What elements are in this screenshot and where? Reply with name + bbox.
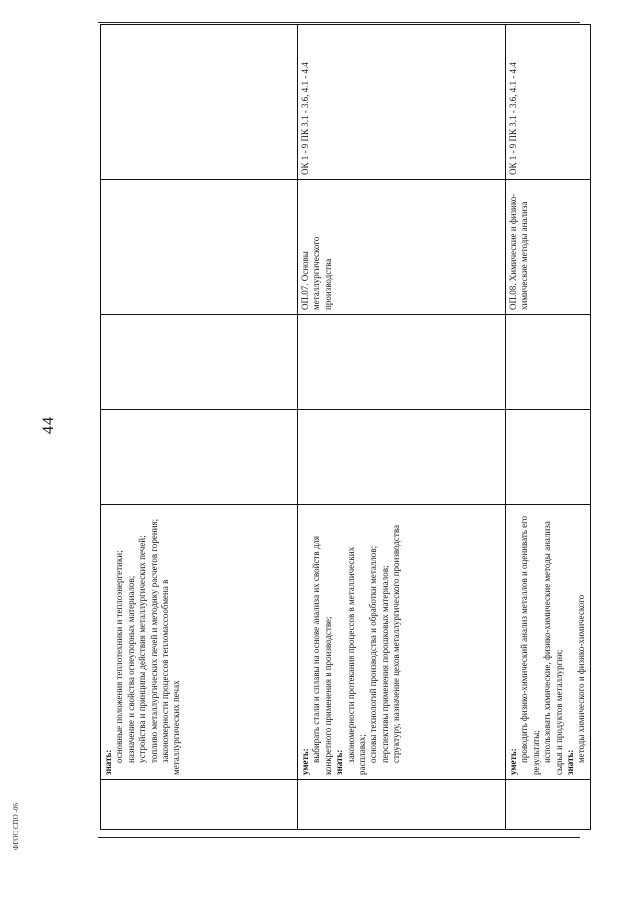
requirement-item: устройства и принципы действия металлургических печей; <box>137 535 148 763</box>
table-row <box>101 25 298 830</box>
requirement-item: выбирать стали и сплавы на основе анализа их свойств для конкретного применения в производстве; <box>311 535 333 775</box>
requirement-label: знать: <box>565 749 576 775</box>
requirement-label: знать: <box>334 749 345 775</box>
competency-codes: ОК 1 - 9 ПК 3.1 - 3.6, 4.1 - 4.4 <box>300 62 310 175</box>
requirement-item: структуру, назначение цехов металлургического производства <box>391 525 402 763</box>
competency-cell <box>506 25 591 180</box>
discipline-cell <box>506 180 591 315</box>
hours-cell <box>298 315 506 410</box>
requirement-item: топливо металлургических печей и методику расчетов горения; <box>148 518 159 763</box>
competency-codes: ОК 1 - 9 ПК 3.1 - 3.6, 4.1 - 4.4 <box>508 62 518 175</box>
page-number: 44 <box>40 416 57 434</box>
discipline-name: ОП.07. Основы металлургического производства <box>300 236 333 310</box>
competency-cell <box>298 25 506 180</box>
requirement-label: уметь: <box>508 748 518 775</box>
requirement-item: проводить физико-химический анализ металлов и оценивать его результаты; <box>519 515 541 775</box>
hours-cell <box>506 315 591 410</box>
discipline-name: ОП.08. Химические и физико-химические методы анализа <box>508 193 530 310</box>
requirement-item: основы технологий производства и обработки металлов; <box>368 545 379 763</box>
footer-mark: ФГОС СПО -06 <box>12 803 20 850</box>
table-row <box>298 25 506 830</box>
requirements-cell <box>101 505 298 780</box>
hours-cell <box>101 410 298 505</box>
requirement-item: закономерности протекания процессов в металлических расплавах; <box>345 546 368 775</box>
requirement-item: использовать химические, физико-химические методы анализа сырья и продуктов металлургии; <box>542 521 564 775</box>
competency-cell <box>101 25 298 180</box>
requirements-cell <box>506 505 591 780</box>
requirement-item: перспективы применения порошковых материалов; <box>379 565 390 763</box>
requirement-item: назначение и свойства огнеупорных материалов; <box>125 575 136 763</box>
requirements-cell <box>298 505 506 780</box>
requirement-label: уметь: <box>300 748 310 775</box>
discipline-cell <box>101 180 298 315</box>
curriculum-table <box>100 24 591 830</box>
requirement-item: основные положения теплотехники и теплоэнергетики; <box>114 550 125 763</box>
requirement-item: методы химического и физико-химического <box>576 594 587 763</box>
rotated-page <box>12 25 587 850</box>
table-row <box>506 25 591 830</box>
right-margin-rule <box>98 22 580 23</box>
hours-cell <box>298 410 506 505</box>
left-margin-rule <box>98 837 580 838</box>
discipline-cell <box>298 180 506 315</box>
index-cell <box>298 780 506 830</box>
hours-cell <box>506 410 591 505</box>
requirement-label: знать: <box>103 749 113 775</box>
hours-cell <box>101 315 298 410</box>
index-cell <box>101 780 298 830</box>
requirement-item: закономерности процессов тепломассообмена в металлургических печах <box>160 579 182 775</box>
index-cell <box>506 780 591 830</box>
